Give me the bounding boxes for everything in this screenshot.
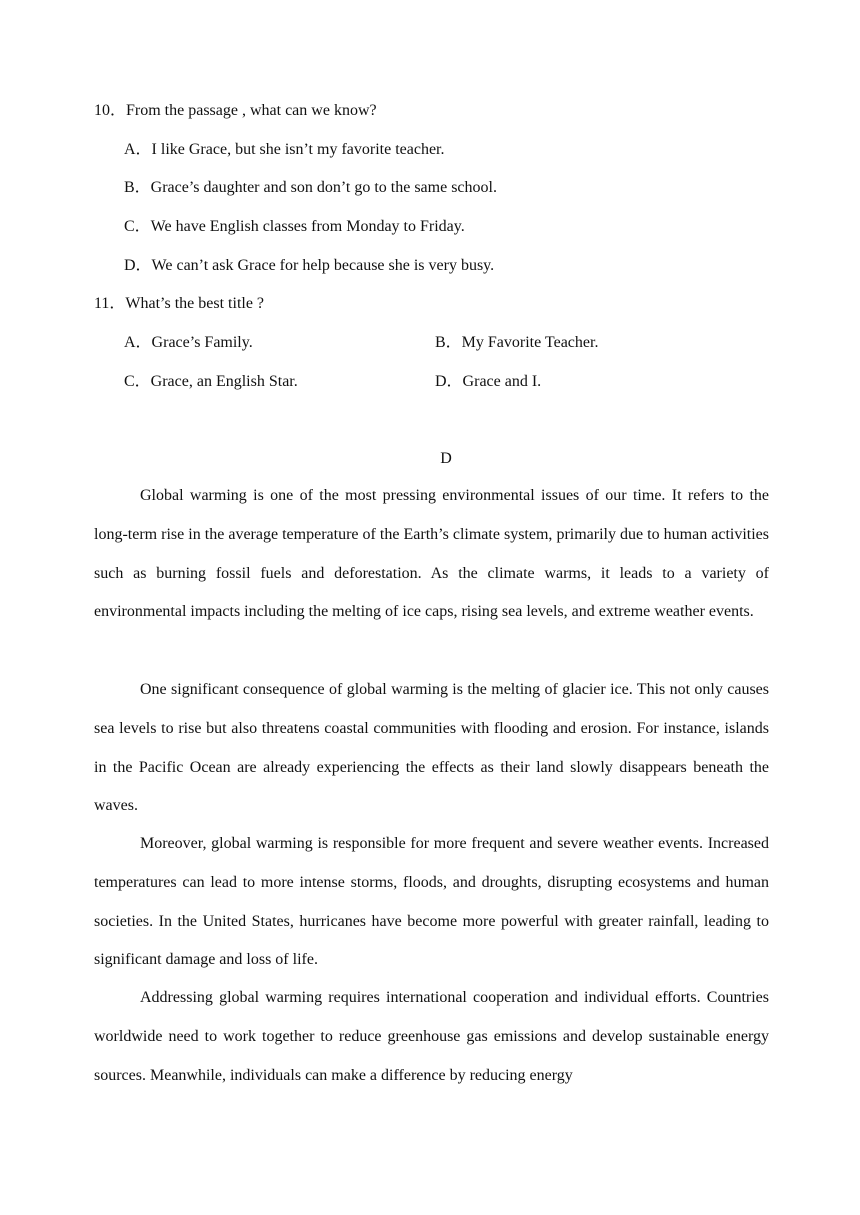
section-heading: D (440, 450, 452, 467)
question-11-option-b: B．My Favorite Teacher. (435, 334, 599, 351)
question-10-option-c: C．We have English classes from Monday to Friday. (124, 218, 465, 235)
passage-paragraph-3: Moreover, global warming is responsible for more frequent and severe weather events. Increased temperatures can lead to more intense storms, floods, and droughts, disrupting ecosystems and human societies. In the United States, hurricanes have become more powerful with greater rainfall, leading to significant damage and loss of life. (94, 835, 769, 969)
passage-paragraph-4: Addressing global warming requires international cooperation and individual efforts. Countries worldwide need to work together to reduce greenhouse gas emissions and develop sustainable energy sources. Meanwhile, individuals can make a difference by reducing energy (94, 989, 769, 1084)
passage-paragraph-1: Global warming is one of the most pressing environmental issues of our time. It refers to the long-term rise in the average temperature of the Earth’s climate system, primarily due to human activities such as burning fossil fuels and deforestation. As the climate warms, it leads to a variety of environmental impacts including the melting of ice caps, rising sea levels, and extreme weather events. (94, 487, 769, 621)
question-11-stem: 11．What’s the best title ? (94, 295, 265, 312)
question-10-option-b: B．Grace’s daughter and son don’t go to the same school. (124, 179, 497, 196)
passage-paragraph-2: One significant consequence of global warming is the melting of glacier ice. This not only causes sea levels to rise but also threatens coastal communities with flooding and erosion. For instance, islands in the Pacific Ocean are already experiencing the effects as their land slowly disappears beneath the waves. (94, 681, 769, 815)
question-11-option-d: D．Grace and I. (435, 373, 542, 390)
question-10-option-d: D．We can’t ask Grace for help because she is very busy. (124, 257, 495, 274)
question-11-option-c: C．Grace, an English Star. (124, 373, 298, 390)
question-10-stem: 10．From the passage , what can we know? (94, 102, 377, 119)
question-11-option-a: A．Grace’s Family. (124, 334, 253, 351)
question-10-option-a: A．I like Grace, but she isn’t my favorite teacher. (124, 141, 445, 158)
